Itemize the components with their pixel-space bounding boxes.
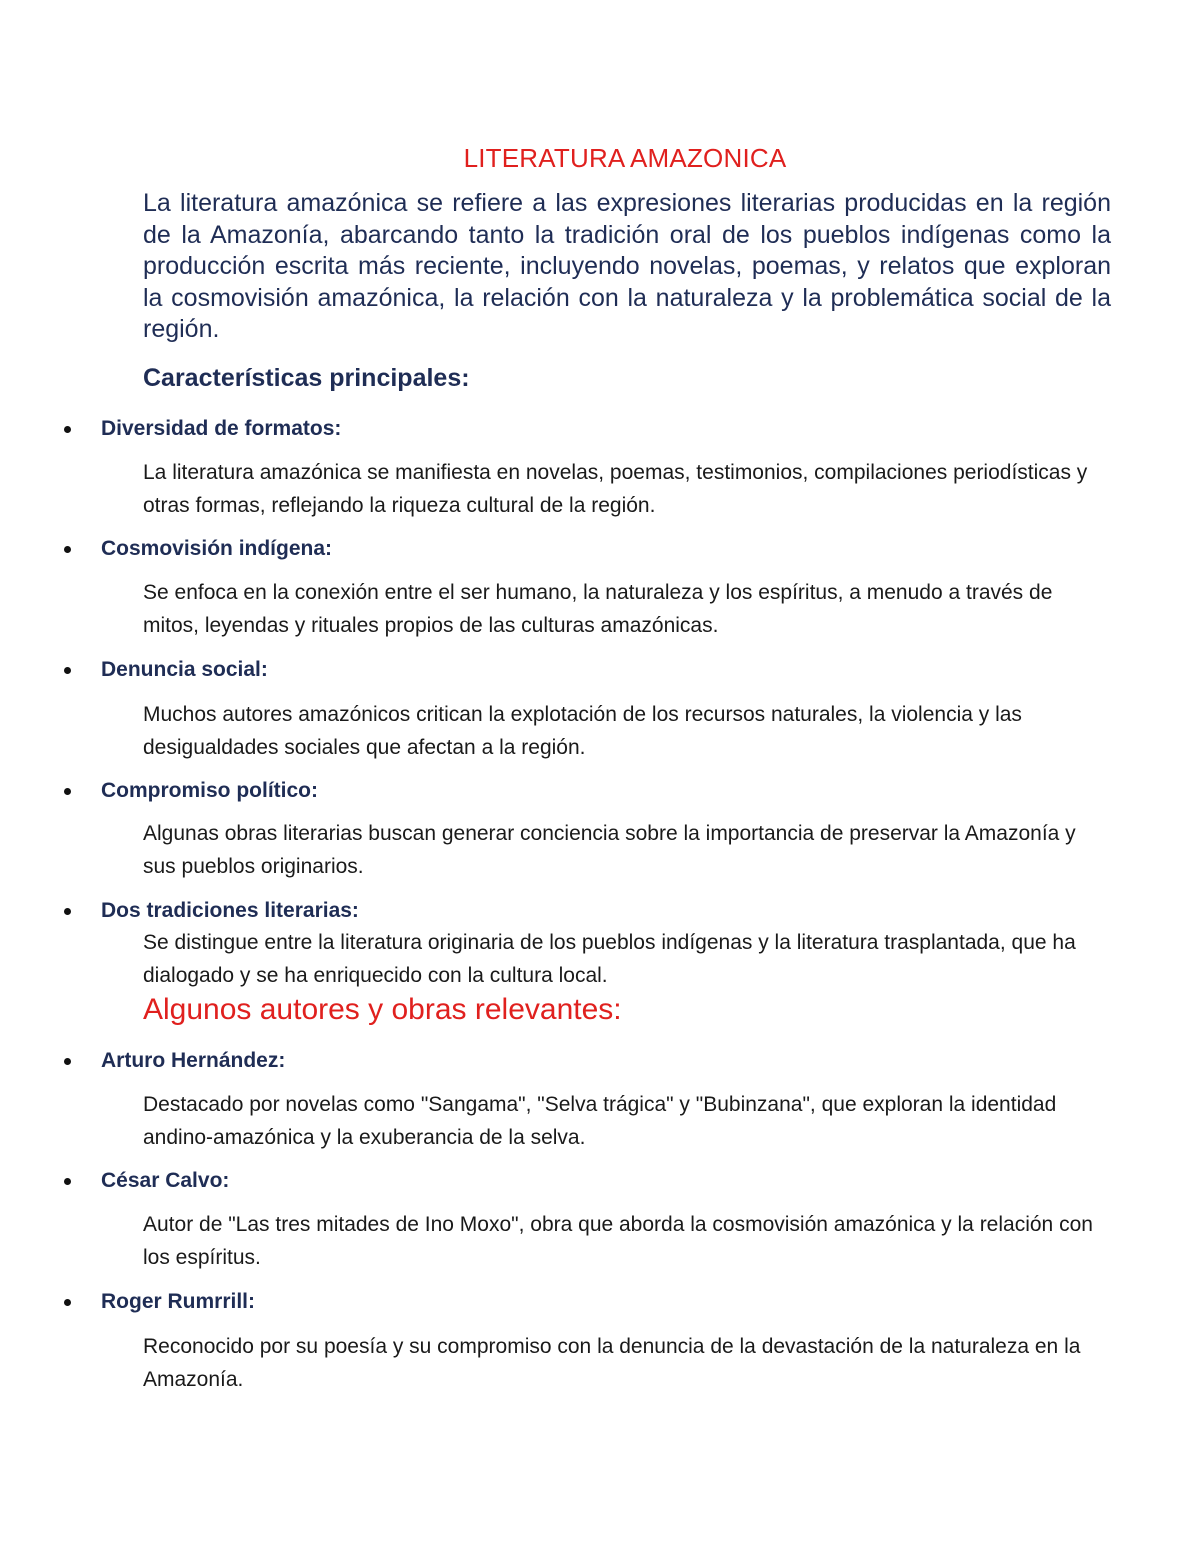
list-item-text: Se distingue entre la literatura originaria de los pueblos indígenas y la literatura trasplantada, que ha dialogado y se ha enriquecido con la cultura local. [143,931,1076,987]
list-item-text: Destacado por novelas como "Sangama", "Selva trágica" y "Bubinzana", que exploran la identidad andino-amazónica y la exuberancia de la selva. [143,1093,1057,1149]
bullet-icon [64,1299,71,1306]
authors-heading: Algunos autores y obras relevantes: [143,993,622,1026]
list-item-label: Roger Rumrrill: [101,1290,256,1313]
document-title: LITERATURA AMAZONICA [463,143,787,173]
list-item-label: Arturo Hernández: [101,1049,286,1072]
bullet-icon [64,788,71,795]
list-item-label: Compromiso político: [101,779,318,802]
list-item-label: Cosmovisión indígena: [101,537,333,560]
list-item-text: Autor de "Las tres mitades de Ino Moxo", obra que aborda la cosmovisión amazónica y la relación con los espíritus. [143,1213,1093,1269]
intro-paragraph: La literatura amazónica se refiere a las expresiones literarias producidas en la región de la Amazonía, abarcando tanto la tradición oral de los pueblos indígenas como la producción escrita más reciente, incluyendo novelas, poemas, y relatos que exploran la cosmovisión amazónica, la relación con la naturaleza y la problemática social de la región. [143,189,1111,343]
list-item-text: Se enfoca en la conexión entre el ser humano, la naturaleza y los espíritus, a menudo a través de mitos, leyendas y rituales propios de las culturas amazónicas. [143,581,1053,637]
bullet-icon [64,1178,71,1185]
bullet-icon [64,908,71,915]
list-item-label: Denuncia social: [101,658,268,681]
list-item-label: Diversidad de formatos: [101,417,342,440]
bullet-icon [64,426,71,433]
list-item-text: Algunas obras literarias buscan generar conciencia sobre la importancia de preservar la Amazonía y sus pueblos originarios. [143,822,1076,878]
characteristics-heading: Características principales: [143,364,470,392]
list-item-label: Dos tradiciones literarias: [101,899,359,922]
list-item-text: Reconocido por su poesía y su compromiso con la denuncia de la devastación de la naturaleza en la Amazonía. [143,1335,1081,1391]
bullet-icon [64,667,71,674]
list-item-label: César Calvo: [101,1169,230,1192]
list-item-text: La literatura amazónica se manifiesta en novelas, poemas, testimonios, compilaciones periodísticas y otras formas, reflejando la riqueza cultural de la región. [143,461,1088,517]
list-item-text: Muchos autores amazónicos critican la explotación de los recursos naturales, la violencia y las desigualdades sociales que afectan a la región. [143,703,1022,759]
bullet-icon [64,1058,71,1065]
bullet-icon [64,546,71,553]
